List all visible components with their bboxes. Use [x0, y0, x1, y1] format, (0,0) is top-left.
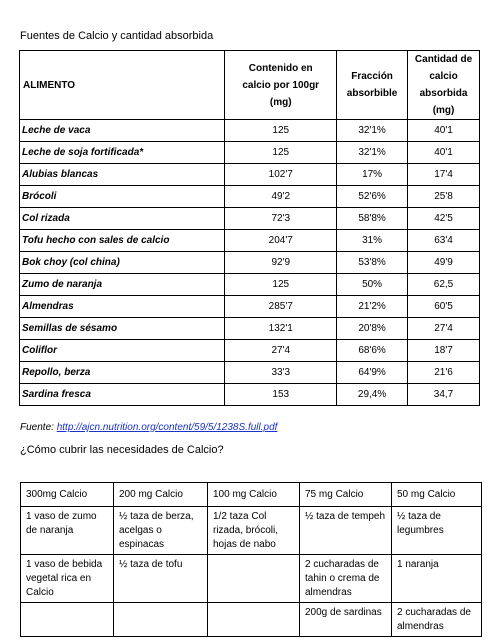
table-row — [20, 142, 480, 164]
food-name: Zumo de naranja — [20, 274, 225, 296]
calcium-absorbed: 63'4 — [408, 230, 480, 252]
table-cell: 2 cucharadas de tahin o crema de almendras — [300, 555, 392, 603]
table-cell: ½ taza de legumbres — [392, 507, 482, 555]
calcium-absorbed: 27'4 — [408, 318, 480, 340]
food-name: Bok choy (col china) — [20, 252, 225, 274]
header-fraction: Fracción absorbible — [337, 51, 408, 120]
table-row — [20, 120, 480, 142]
header-content: Contenido en calcio por 100gr (mg) — [225, 51, 337, 120]
calcium-absorbed: 40'1 — [408, 120, 480, 142]
header-75mg: 75 mg Calcio — [300, 483, 392, 507]
calcium-absorbed: 34,7 — [408, 384, 480, 406]
calcium-absorbed: 25'8 — [408, 186, 480, 208]
calcium-absorbed: 42'5 — [408, 208, 480, 230]
absorbable-fraction: 64'9% — [337, 362, 408, 384]
food-name: Repollo, berza — [20, 362, 225, 384]
calcium-absorbed: 18'7 — [408, 340, 480, 362]
calcium-absorbed: 21'6 — [408, 362, 480, 384]
calcium-content: 33'3 — [225, 362, 337, 384]
table-row — [20, 164, 480, 186]
absorbable-fraction: 32'1% — [337, 120, 408, 142]
header-300mg: 300mg Calcio — [21, 483, 114, 507]
table-row — [20, 340, 480, 362]
source-label: Fuente: — [20, 422, 57, 433]
food-name: Leche de soja fortificada* — [20, 142, 225, 164]
calcium-sources-table — [19, 50, 480, 406]
absorbable-fraction: 58'8% — [337, 208, 408, 230]
calcium-content: 72'3 — [225, 208, 337, 230]
absorbable-fraction: 20'8% — [337, 318, 408, 340]
table-row — [20, 186, 480, 208]
food-name: Coliflor — [20, 340, 225, 362]
source-citation — [20, 422, 277, 433]
table-row — [20, 362, 480, 384]
calcium-content: 27'4 — [225, 340, 337, 362]
table-row — [20, 296, 480, 318]
calcium-content: 204'7 — [225, 230, 337, 252]
calcium-content: 132'1 — [225, 318, 337, 340]
table-cell: 1 vaso de zumo de naranja — [21, 507, 114, 555]
table-header-row — [21, 483, 482, 507]
calcium-absorbed: 62,5 — [408, 274, 480, 296]
table-row — [20, 208, 480, 230]
header-100mg: 100 mg Calcio — [208, 483, 300, 507]
calcium-content: 102'7 — [225, 164, 337, 186]
table-cell — [21, 603, 114, 637]
header-200mg: 200 mg Calcio — [114, 483, 208, 507]
food-name: Sardina fresca — [20, 384, 225, 406]
calcium-absorbed: 17'4 — [408, 164, 480, 186]
table-cell: 200g de sardinas — [300, 603, 392, 637]
calcium-content: 125 — [225, 120, 337, 142]
calcium-content: 125 — [225, 274, 337, 296]
calcium-content: 92'9 — [225, 252, 337, 274]
table-row — [21, 603, 482, 637]
calcium-absorbed: 49'9 — [408, 252, 480, 274]
food-name: Semillas de sésamo — [20, 318, 225, 340]
table-row — [20, 230, 480, 252]
absorbable-fraction: 21'2% — [337, 296, 408, 318]
page-title: Fuentes de Calcio y cantidad absorbida — [20, 30, 214, 42]
calcium-needs-table — [20, 482, 482, 637]
header-food: ALIMENTO — [20, 51, 225, 120]
table-cell: 2 cucharadas de almendras — [392, 603, 482, 637]
table-cell: 1 naranja — [392, 555, 482, 603]
absorbable-fraction: 29,4% — [337, 384, 408, 406]
food-name: Leche de vaca — [20, 120, 225, 142]
table-cell — [208, 555, 300, 603]
table-cell — [114, 603, 208, 637]
source-link[interactable]: http://ajcn.nutrition.org/content/59/5/1238S.full.pdf — [56, 422, 278, 433]
calcium-absorbed: 60'5 — [408, 296, 480, 318]
calcium-content: 49'2 — [225, 186, 337, 208]
table-row — [20, 274, 480, 296]
food-name: Tofu hecho con sales de calcio — [20, 230, 225, 252]
table-cell: 1 vaso de bebida vegetal rica en Calcio — [21, 555, 114, 603]
table-cell: ½ taza de tempeh — [300, 507, 392, 555]
absorbable-fraction: 68'6% — [337, 340, 408, 362]
table-header-row — [20, 51, 480, 120]
table-cell: 1/2 taza Col rizada, brócoli, hojas de nabo — [208, 507, 300, 555]
table-cell: ½ taza de tofu — [114, 555, 208, 603]
food-name: Brócoli — [20, 186, 225, 208]
absorbable-fraction: 53'8% — [337, 252, 408, 274]
header-50mg: 50 mg Calcio — [392, 483, 482, 507]
calcium-content: 285'7 — [225, 296, 337, 318]
absorbable-fraction: 32'1% — [337, 142, 408, 164]
calcium-absorbed: 40'1 — [408, 142, 480, 164]
table-cell — [208, 603, 300, 637]
table-row — [21, 507, 482, 555]
absorbable-fraction: 52'6% — [337, 186, 408, 208]
table-row — [20, 252, 480, 274]
header-absorbed: Cantidad de calcio absorbida (mg) — [408, 51, 480, 120]
table-row — [20, 318, 480, 340]
absorbable-fraction: 17% — [337, 164, 408, 186]
table-row — [21, 555, 482, 603]
food-name: Alubias blancas — [20, 164, 225, 186]
calcium-content: 153 — [225, 384, 337, 406]
table-cell: ½ taza de berza, acelgas o espinacas — [114, 507, 208, 555]
calcium-content: 125 — [225, 142, 337, 164]
food-name: Almendras — [20, 296, 225, 318]
section-question: ¿Cómo cubrir las necesidades de Calcio? — [20, 444, 224, 456]
food-name: Col rizada — [20, 208, 225, 230]
table-row — [20, 384, 480, 406]
absorbable-fraction: 50% — [337, 274, 408, 296]
absorbable-fraction: 31% — [337, 230, 408, 252]
